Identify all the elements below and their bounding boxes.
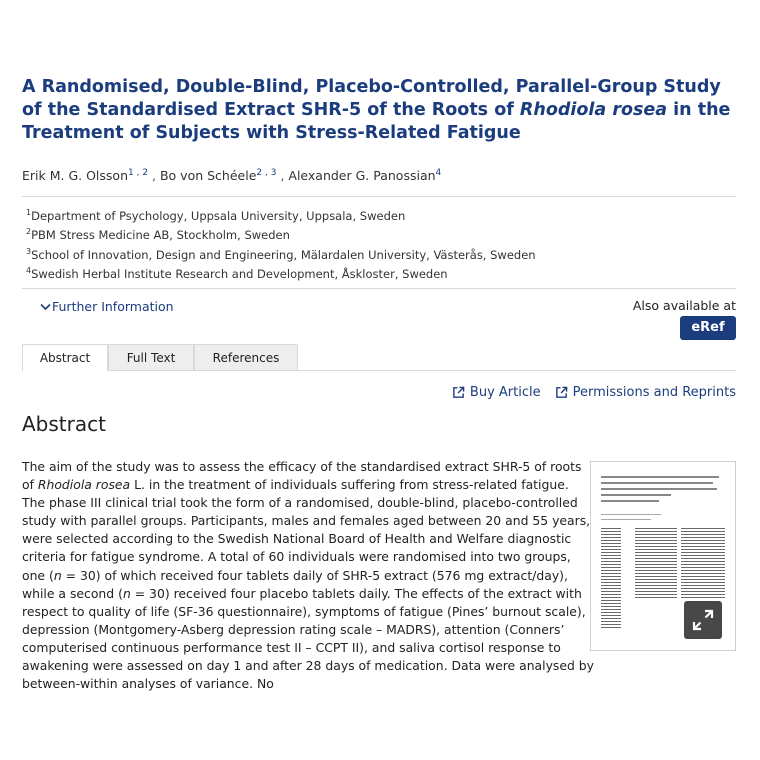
thumbnail-title-lines xyxy=(601,474,721,506)
affiliation-item: $^2$PBM Stress Medicine AB, Stockholm, Sweden xyxy=(26,227,290,243)
further-information-toggle[interactable] xyxy=(40,299,174,314)
permissions-label: Permissions and Reprints xyxy=(572,385,736,400)
further-information-label: Further Information xyxy=(52,299,174,314)
article-tools xyxy=(452,385,736,400)
permissions-link[interactable] xyxy=(555,385,736,400)
thumbnail-column xyxy=(681,528,725,600)
affil-ref[interactable]: 4 xyxy=(435,168,442,178)
external-link-icon xyxy=(452,386,465,399)
thumbnail-column xyxy=(601,528,621,628)
author-name[interactable]: Bo von Schéele xyxy=(159,168,257,184)
tab-references[interactable]: References xyxy=(194,344,298,370)
expand-icon xyxy=(684,601,722,639)
external-link-icon xyxy=(555,386,568,399)
author-list: Erik M. G. Olsson$^1$ , $^2$ , Bo von Schéele$^2$ , $^3$ , Alexander G. Panossian$^4$ xyxy=(22,168,442,184)
also-available-label: Also available at xyxy=(632,298,736,313)
article-title: A Randomised, Double-Blind, Placebo-Controlled, Parallel-Group Study of the Standardised Extract SHR-5 of the Roots of Rhodiola rosea in the Treatment of Subjects with Stress-Related Fatigue xyxy=(22,77,731,143)
author-name[interactable]: Erik M. G. Olsson xyxy=(22,168,128,184)
abstract-heading: Abstract xyxy=(22,412,106,436)
tab-abstract[interactable]: Abstract xyxy=(22,344,108,371)
eref-button[interactable]: eRef xyxy=(680,316,736,340)
chevron-down-icon xyxy=(40,301,51,314)
abstract-text: The aim of the study was to assess the efficacy of the standardised extract SHR-5 of roots of Rhodiola rosea L. in the treatment of individuals suffering from stress-related fatigue. The phase III clinical trial took the form of a randomised, double-blind, placebo-controlled study with parallel groups. Participants, males and females aged between 20 and 55 years, were selected according to the Swedish National Board of Health and Welfare diagnostic criteria for fatigue syndrome. A total of 60 individuals were randomised into two groups, one (n = 30) of which received four tablets daily of SHR-5 extract (576 mg extract/day), while a second (n = 30) received four placebo tablets daily. The effects of the extract with respect to quality of life (SF-36 questionnaire), symptoms of fatigue (Pines’ burnout scale), depression (Montgomery-Asberg depression rating scale – MADRS), attention (Conners’ computerised continuous performance test II – CCPT II), and saliva cortisol response to awakening were assessed on day 1 and after 28 days of medication. Data were analysed by between-within analyses of variance. No xyxy=(22,459,595,692)
affiliation-item: $^3$School of Innovation, Design and Engineering, Mälardalen University, Västerås, Sweden xyxy=(26,246,536,262)
tab-full-text[interactable]: Full Text xyxy=(108,344,194,370)
thumbnail-column xyxy=(635,528,677,600)
affil-ref[interactable]: 1 xyxy=(128,168,134,178)
buy-article-link[interactable] xyxy=(452,385,541,400)
affil-ref[interactable]: 2 xyxy=(256,168,263,178)
tab-bar xyxy=(22,344,736,371)
affiliations xyxy=(22,196,736,289)
buy-article-label: Buy Article xyxy=(469,385,541,400)
affil-ref[interactable]: 2 xyxy=(142,168,149,178)
affiliation-item: $^1$Department of Psychology, Uppsala University, Uppsala, Sweden xyxy=(26,208,406,223)
affil-ref[interactable]: 3 xyxy=(270,168,277,178)
expand-thumbnail-button[interactable] xyxy=(684,601,722,639)
author-name[interactable]: Alexander G. Panossian xyxy=(288,168,436,184)
affiliation-item: $^4$Swedish Herbal Institute Research and Development, Åskloster, Sweden xyxy=(26,265,448,281)
